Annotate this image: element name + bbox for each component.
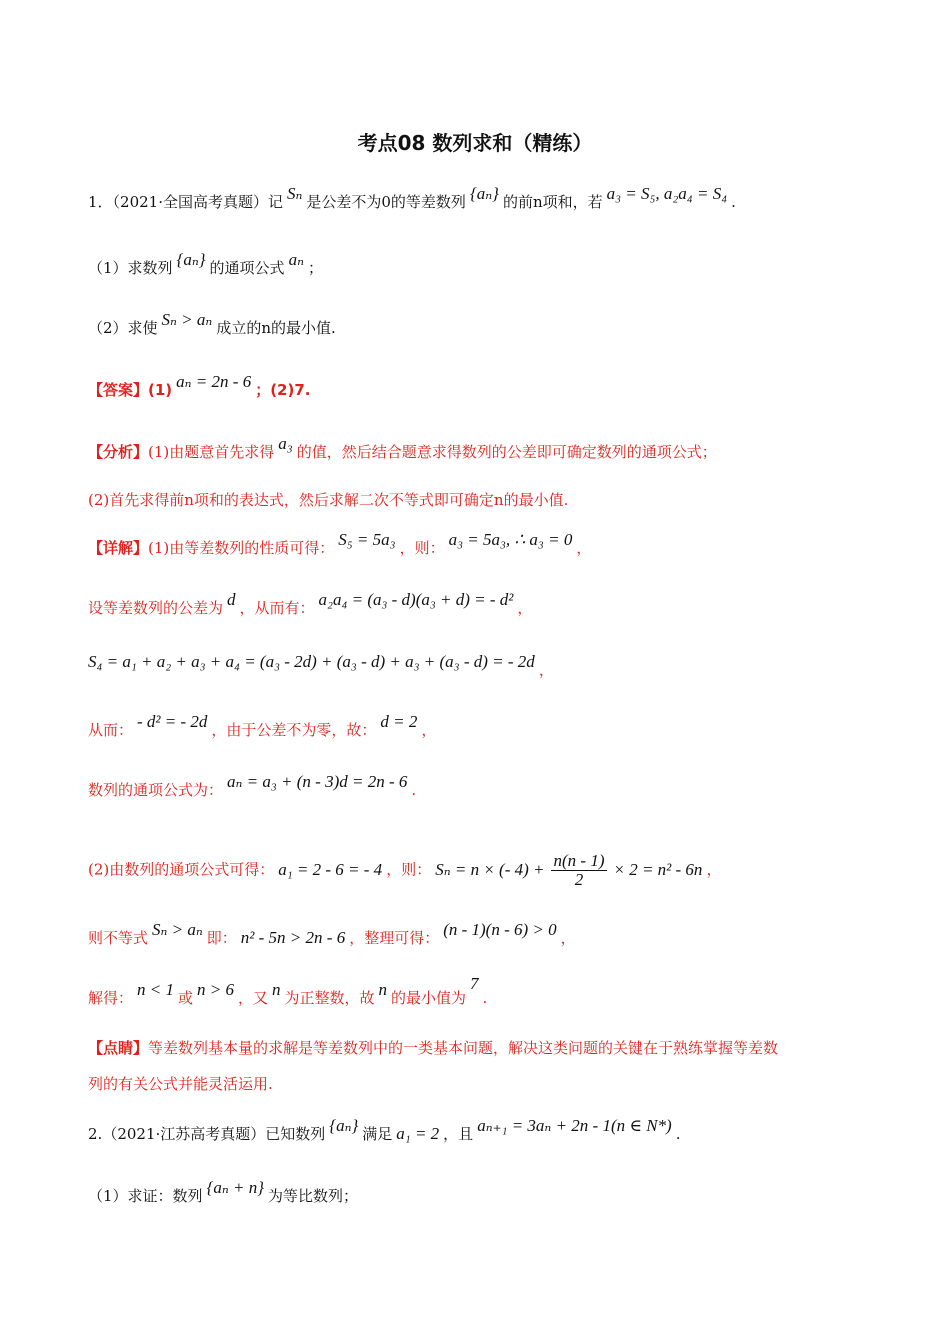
- detail-line-2: [88, 590, 533, 618]
- detail-text: ，则：: [399, 539, 445, 557]
- detail-line-6: [88, 852, 721, 889]
- detail-text: ，: [517, 599, 533, 617]
- question-source: （2021·全国高考真题）记: [112, 193, 283, 211]
- detail-text: 设等差数列的公差为: [88, 599, 224, 617]
- math-inequality: Sₙ > aₙ: [161, 310, 213, 329]
- math-a1: a₁ = 2 - 6 = - 4: [278, 859, 383, 879]
- math-a1: a₁ = 2: [396, 1124, 440, 1143]
- question-text: 是公差不为0的等差数列: [306, 193, 466, 211]
- detail-text: .: [411, 781, 417, 799]
- comment-line-1: [88, 1038, 778, 1058]
- fraction-denominator: 2: [574, 870, 584, 889]
- analysis-text: 的值，然后结合题意求得数列的公差即可确定数列的通项公式；: [296, 443, 717, 461]
- math-d: d: [227, 590, 236, 609]
- detail-text: 的最小值为: [391, 989, 467, 1007]
- math-sn: Sₙ: [287, 184, 303, 203]
- math-answer-formula: aₙ = 2n - 6: [176, 372, 252, 391]
- detail-text: 解得：: [88, 989, 134, 1007]
- detail-text: ，由于公差不为零，故：: [211, 721, 377, 739]
- detail-text: ，: [560, 929, 576, 947]
- detail-text: ，则：: [386, 860, 432, 879]
- math-d-equation: - d² = - 2d: [137, 712, 208, 731]
- math-d-value: d = 2: [380, 712, 418, 731]
- detail-text: (1)由等差数列的性质可得：: [148, 539, 335, 557]
- detail-text: .: [482, 989, 488, 1007]
- part-text: （1）求证：数列: [88, 1187, 203, 1205]
- math-an: aₙ: [288, 250, 304, 269]
- detail-text: (2)由数列的通项公式可得：: [88, 860, 275, 879]
- detail-text: 为正整数，故: [284, 989, 375, 1007]
- detail-text: ，从而有：: [239, 599, 315, 617]
- part-text: 的通项公式: [209, 259, 285, 277]
- math-factored-inequality: (n - 1)(n - 6) > 0: [443, 920, 557, 939]
- detail-text: ，: [538, 661, 554, 679]
- detail-line-4: [88, 712, 437, 740]
- math-s4: S₄ = a₁ + a₂ + a₃ + a₄ = (a₃ - 2d) + (a₃ - d) + a₃ + (a₃ - d) = - 2d: [88, 652, 535, 671]
- math-a3: a₃: [278, 434, 293, 453]
- math-a3-zero: a₃ = 5a₃, ∴ a₃ = 0: [448, 530, 573, 549]
- answer-text: (1): [148, 381, 173, 399]
- question-text: 满足: [362, 1125, 393, 1143]
- math-sn-part-2: × 2 = n² - 6n: [613, 859, 703, 879]
- fraction-numerator: n(n - 1): [551, 852, 608, 871]
- math-condition: a₃ = S₅, a₂a₄ = S₄: [606, 184, 728, 203]
- question-text: ，且: [443, 1125, 474, 1143]
- detail-tag: 【详解】: [88, 539, 149, 557]
- detail-text: 即：: [206, 929, 237, 947]
- comment-text: 等差数列基本量的求解是等差数列中的一类基本问题，解决这类问题的关键在于熟练掌握等差数: [148, 1039, 779, 1057]
- math-n: n: [378, 980, 388, 999]
- detail-text: 数列的通项公式为：: [88, 781, 224, 799]
- answer-line: [88, 372, 311, 400]
- detail-text: ，: [706, 860, 722, 879]
- detail-text: 从而：: [88, 721, 134, 739]
- math-recurrence: aₙ₊₁ = 3aₙ + 2n - 1(n ∈ N*): [477, 1116, 672, 1135]
- comment-line-2: 列的有关公式并能灵活运用.: [88, 1075, 273, 1093]
- detail-text: ，: [421, 721, 437, 739]
- math-min-value: 7: [470, 974, 479, 993]
- part-text: 为等比数列；: [268, 1187, 359, 1205]
- part-text: ；: [307, 259, 323, 277]
- detail-line-8: [88, 974, 488, 1008]
- question-number: 2.: [88, 1125, 103, 1143]
- math-sequence: {aₙ}: [329, 1116, 359, 1135]
- detail-text: ，又: [238, 989, 269, 1007]
- math-general-term: aₙ = a₃ + (n - 3)d = 2n - 6: [227, 772, 408, 791]
- detail-line-7: [88, 920, 576, 948]
- detail-text: 或: [178, 989, 194, 1007]
- math-quadratic-inequality: n² - 5n > 2n - 6: [240, 928, 346, 947]
- detail-line-1: [88, 530, 592, 558]
- analysis-line-1: [88, 434, 717, 462]
- math-sequence-sum: {aₙ + n}: [206, 1178, 265, 1197]
- math-fraction: [551, 852, 608, 889]
- math-n: n: [272, 980, 281, 999]
- question-2-stem: [88, 1116, 681, 1144]
- detail-text: ，: [576, 539, 592, 557]
- part-text: （1）求数列: [88, 259, 173, 277]
- detail-line-5: [88, 772, 417, 800]
- math-sn-part-1: Sₙ = n × (- 4) +: [435, 859, 545, 879]
- math-inequality: Sₙ > aₙ: [152, 920, 203, 939]
- question-1-part-2: [88, 310, 336, 338]
- question-text: .: [731, 193, 736, 211]
- analysis-tag: 【分析】: [88, 443, 149, 461]
- question-source: （2021·江苏高考真题）已知数列: [102, 1125, 326, 1143]
- answer-text: ；(2)7.: [255, 381, 311, 399]
- math-a2a4: a₂a₄ = (a₃ - d)(a₃ + d) = - d²: [318, 590, 514, 609]
- question-text: .: [675, 1125, 681, 1143]
- comment-tag: 【点睛】: [88, 1039, 149, 1057]
- detail-text: ，整理可得：: [349, 929, 440, 947]
- part-text: （2）求使: [88, 319, 158, 337]
- question-2-part-1: [88, 1178, 359, 1206]
- part-text: 成立的n的最小值.: [216, 319, 336, 337]
- answer-tag: 【答案】: [88, 381, 149, 399]
- math-sequence: {aₙ}: [176, 250, 206, 269]
- question-1-stem: [88, 184, 736, 212]
- math-solution-2: n > 6: [197, 980, 234, 999]
- math-sequence: {aₙ}: [469, 184, 499, 203]
- analysis-text: (1)由题意首先求得: [148, 443, 275, 461]
- page-title: 考点08 数列求和（精练）: [357, 131, 593, 155]
- question-text: 的前n项和，若: [502, 193, 603, 211]
- math-s5: S₅ = 5a₃: [338, 530, 396, 549]
- detail-text: 则不等式: [88, 929, 149, 947]
- math-solution-1: n < 1: [137, 980, 174, 999]
- analysis-line-2: (2)首先求得前n项和的表达式，然后求解二次不等式即可确定n的最小值.: [88, 491, 569, 509]
- question-number: 1．: [88, 193, 113, 211]
- detail-line-3: [88, 652, 554, 680]
- question-1-part-1: [88, 250, 323, 278]
